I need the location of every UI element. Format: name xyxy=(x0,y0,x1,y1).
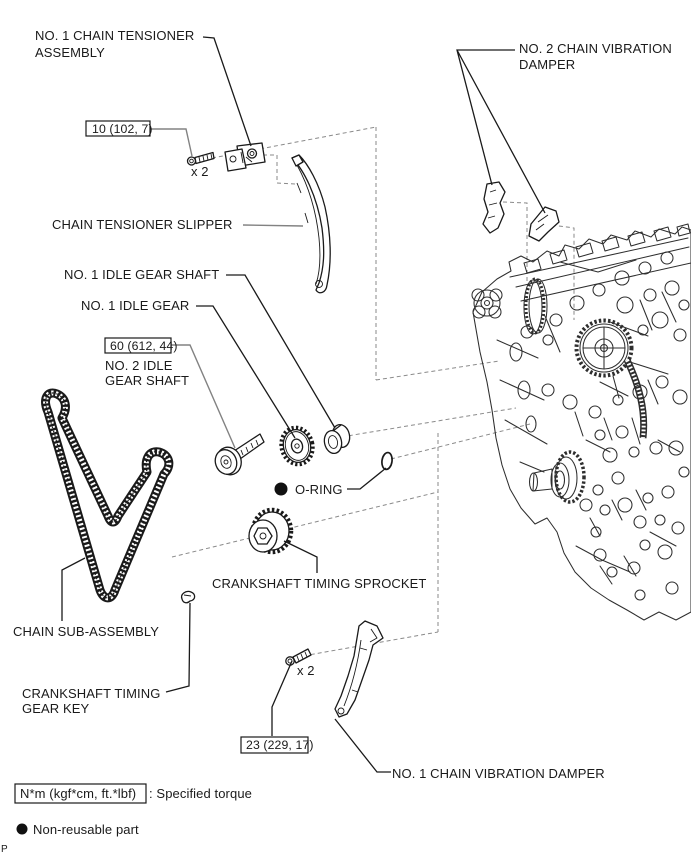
leader-oring xyxy=(347,468,386,489)
torque-box-idle-shaft xyxy=(105,338,178,353)
no1-idle-gear-part xyxy=(277,424,316,467)
non-reusable-dot-icon xyxy=(275,483,288,496)
label-damper2-line1: NO. 2 CHAIN VIBRATION xyxy=(519,41,672,56)
no2-idle-gear-shaft-part xyxy=(212,434,264,478)
legend-non-reusable: Non-reusable part xyxy=(33,822,139,837)
no2-vibration-damper-part-a xyxy=(483,182,505,233)
chain-sub-assembly-part xyxy=(46,393,169,598)
crankshaft-timing-gear-key-part xyxy=(182,591,195,602)
label-tensioner-line2: ASSEMBLY xyxy=(35,45,105,60)
legend-torque-desc: : Specified torque xyxy=(149,786,252,801)
label-oring: O-RING xyxy=(295,482,343,497)
label-tensioner-line1: NO. 1 CHAIN TENSIONER xyxy=(35,28,195,43)
label-idle-gear: NO. 1 IDLE GEAR xyxy=(81,298,190,313)
torque-box-tensioner xyxy=(86,121,153,136)
crankshaft-timing-sprocket-part xyxy=(249,510,291,552)
leader-slipper xyxy=(243,225,303,226)
part-labels xyxy=(13,28,672,781)
label-damper1: NO. 1 CHAIN VIBRATION DAMPER xyxy=(392,766,605,781)
crankshaft-nose xyxy=(530,452,585,502)
leader-lines xyxy=(62,37,545,772)
leader-chain xyxy=(62,558,85,621)
leader-crank-sprocket xyxy=(284,541,317,573)
leader-tensioner xyxy=(203,37,251,146)
torque-box-damper xyxy=(241,737,314,753)
leader-idle-gear xyxy=(196,306,295,438)
leader-gear-key xyxy=(166,603,190,692)
label-idle-shaft2-line1: NO. 2 IDLE xyxy=(105,358,173,373)
leader-torque60 xyxy=(170,345,235,448)
legend-torque-unit: N*m (kgf*cm, ft.*lbf) xyxy=(20,786,137,801)
label-idle-shaft2-line2: GEAR SHAFT xyxy=(105,373,190,388)
leader-damper1 xyxy=(335,719,391,772)
cam-sprocket-round xyxy=(577,321,644,439)
o-ring-part xyxy=(381,452,393,470)
label-gear-key-line2: GEAR KEY xyxy=(22,701,90,716)
leader-idle-gear-shaft xyxy=(226,275,335,428)
non-reusable-legend-dot-icon xyxy=(17,824,28,835)
label-crank-sprocket: CRANKSHAFT TIMING SPROCKET xyxy=(212,576,427,591)
engine-detail-bosses xyxy=(510,252,689,600)
leader-torque10 xyxy=(150,129,192,156)
label-slipper: CHAIN TENSIONER SLIPPER xyxy=(52,217,233,232)
no1-vibration-damper-part xyxy=(335,621,383,717)
label-x2-top: x 2 xyxy=(191,164,209,179)
label-gear-key-line1: CRANKSHAFT TIMING xyxy=(22,686,161,701)
legend xyxy=(15,784,252,837)
torque-value-damper: 23 (229, 17) xyxy=(246,738,314,752)
label-x2-bottom: x 2 xyxy=(297,663,315,678)
leader-torque23 xyxy=(272,661,292,736)
no1-idle-gear-shaft-part xyxy=(322,423,351,455)
chain-tensioner-slipper-part xyxy=(292,155,330,293)
page-marker: P xyxy=(1,844,8,855)
label-idle-gear-shaft: NO. 1 IDLE GEAR SHAFT xyxy=(64,267,220,282)
torque-value-idle-shaft: 60 (612, 44) xyxy=(110,339,178,353)
engine-block-drawing xyxy=(472,224,691,620)
torque-value-tensioner: 10 (102, 7) xyxy=(92,122,153,136)
label-chain: CHAIN SUB-ASSEMBLY xyxy=(13,624,160,639)
label-damper2-line2: DAMPER xyxy=(519,57,576,72)
chain-tensioner-part xyxy=(225,143,265,171)
